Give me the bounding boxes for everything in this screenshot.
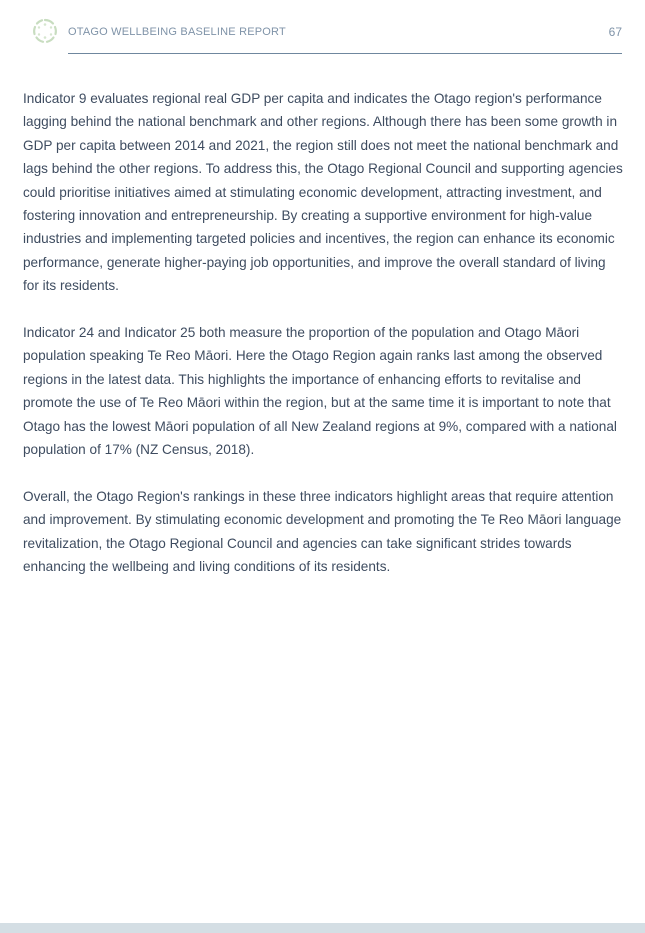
page-number: 67 (608, 25, 622, 39)
footer-band (0, 923, 645, 933)
page-header (0, 0, 645, 56)
paragraph-te-reo-indicators: Indicator 24 and Indicator 25 both measure the proportion of the population and Otago Māori population speaking Te Reo Māori. Here the Otago Region again ranks last among the observed regions in the latest data. This highlights the importance of enhancing efforts to revitalise and promote the use of Te Reo Māori within the region, but at the same time it is important to note that Otago has the lowest Māori population of all New Zealand regions at 9%, compared with a national population of 17% (NZ Census, 2018). (23, 325, 617, 458)
report-body (23, 87, 623, 602)
paragraph-overall-summary: Overall, the Otago Region's rankings in these three indicators highlight areas that require attention and improvement. By stimulating economic development and promoting the Te Reo Māori language revitalization, the Otago Regional Council and agencies can take significant strides towards enhancing the wellbeing and living conditions of its residents. (23, 488, 622, 575)
report-title: OTAGO WELLBEING BASELINE REPORT (68, 26, 286, 38)
paragraph-gdp-indicator: Indicator 9 evaluates regional real GDP per capita and indicates the Otago region's performance lagging behind the national benchmark and other regions. Although there has been some growth in GDP per capita between 2014 and 2021, the region still does not meet the national benchmark and lags behind the other regions. To address this, the Otago Regional Council and supporting agencies could prioritise initiatives aimed at stimulating economic development, attracting investment, and fostering innovation and entrepreneurship. By creating a supportive environment for high-value industries and implementing targeted policies and incentives, the region can enhance its economic performance, generate higher-paying job opportunities, and improve the overall standard of living for its residents. (23, 91, 623, 294)
circular-leaf-logo-icon (32, 18, 58, 44)
header-divider (68, 53, 622, 54)
